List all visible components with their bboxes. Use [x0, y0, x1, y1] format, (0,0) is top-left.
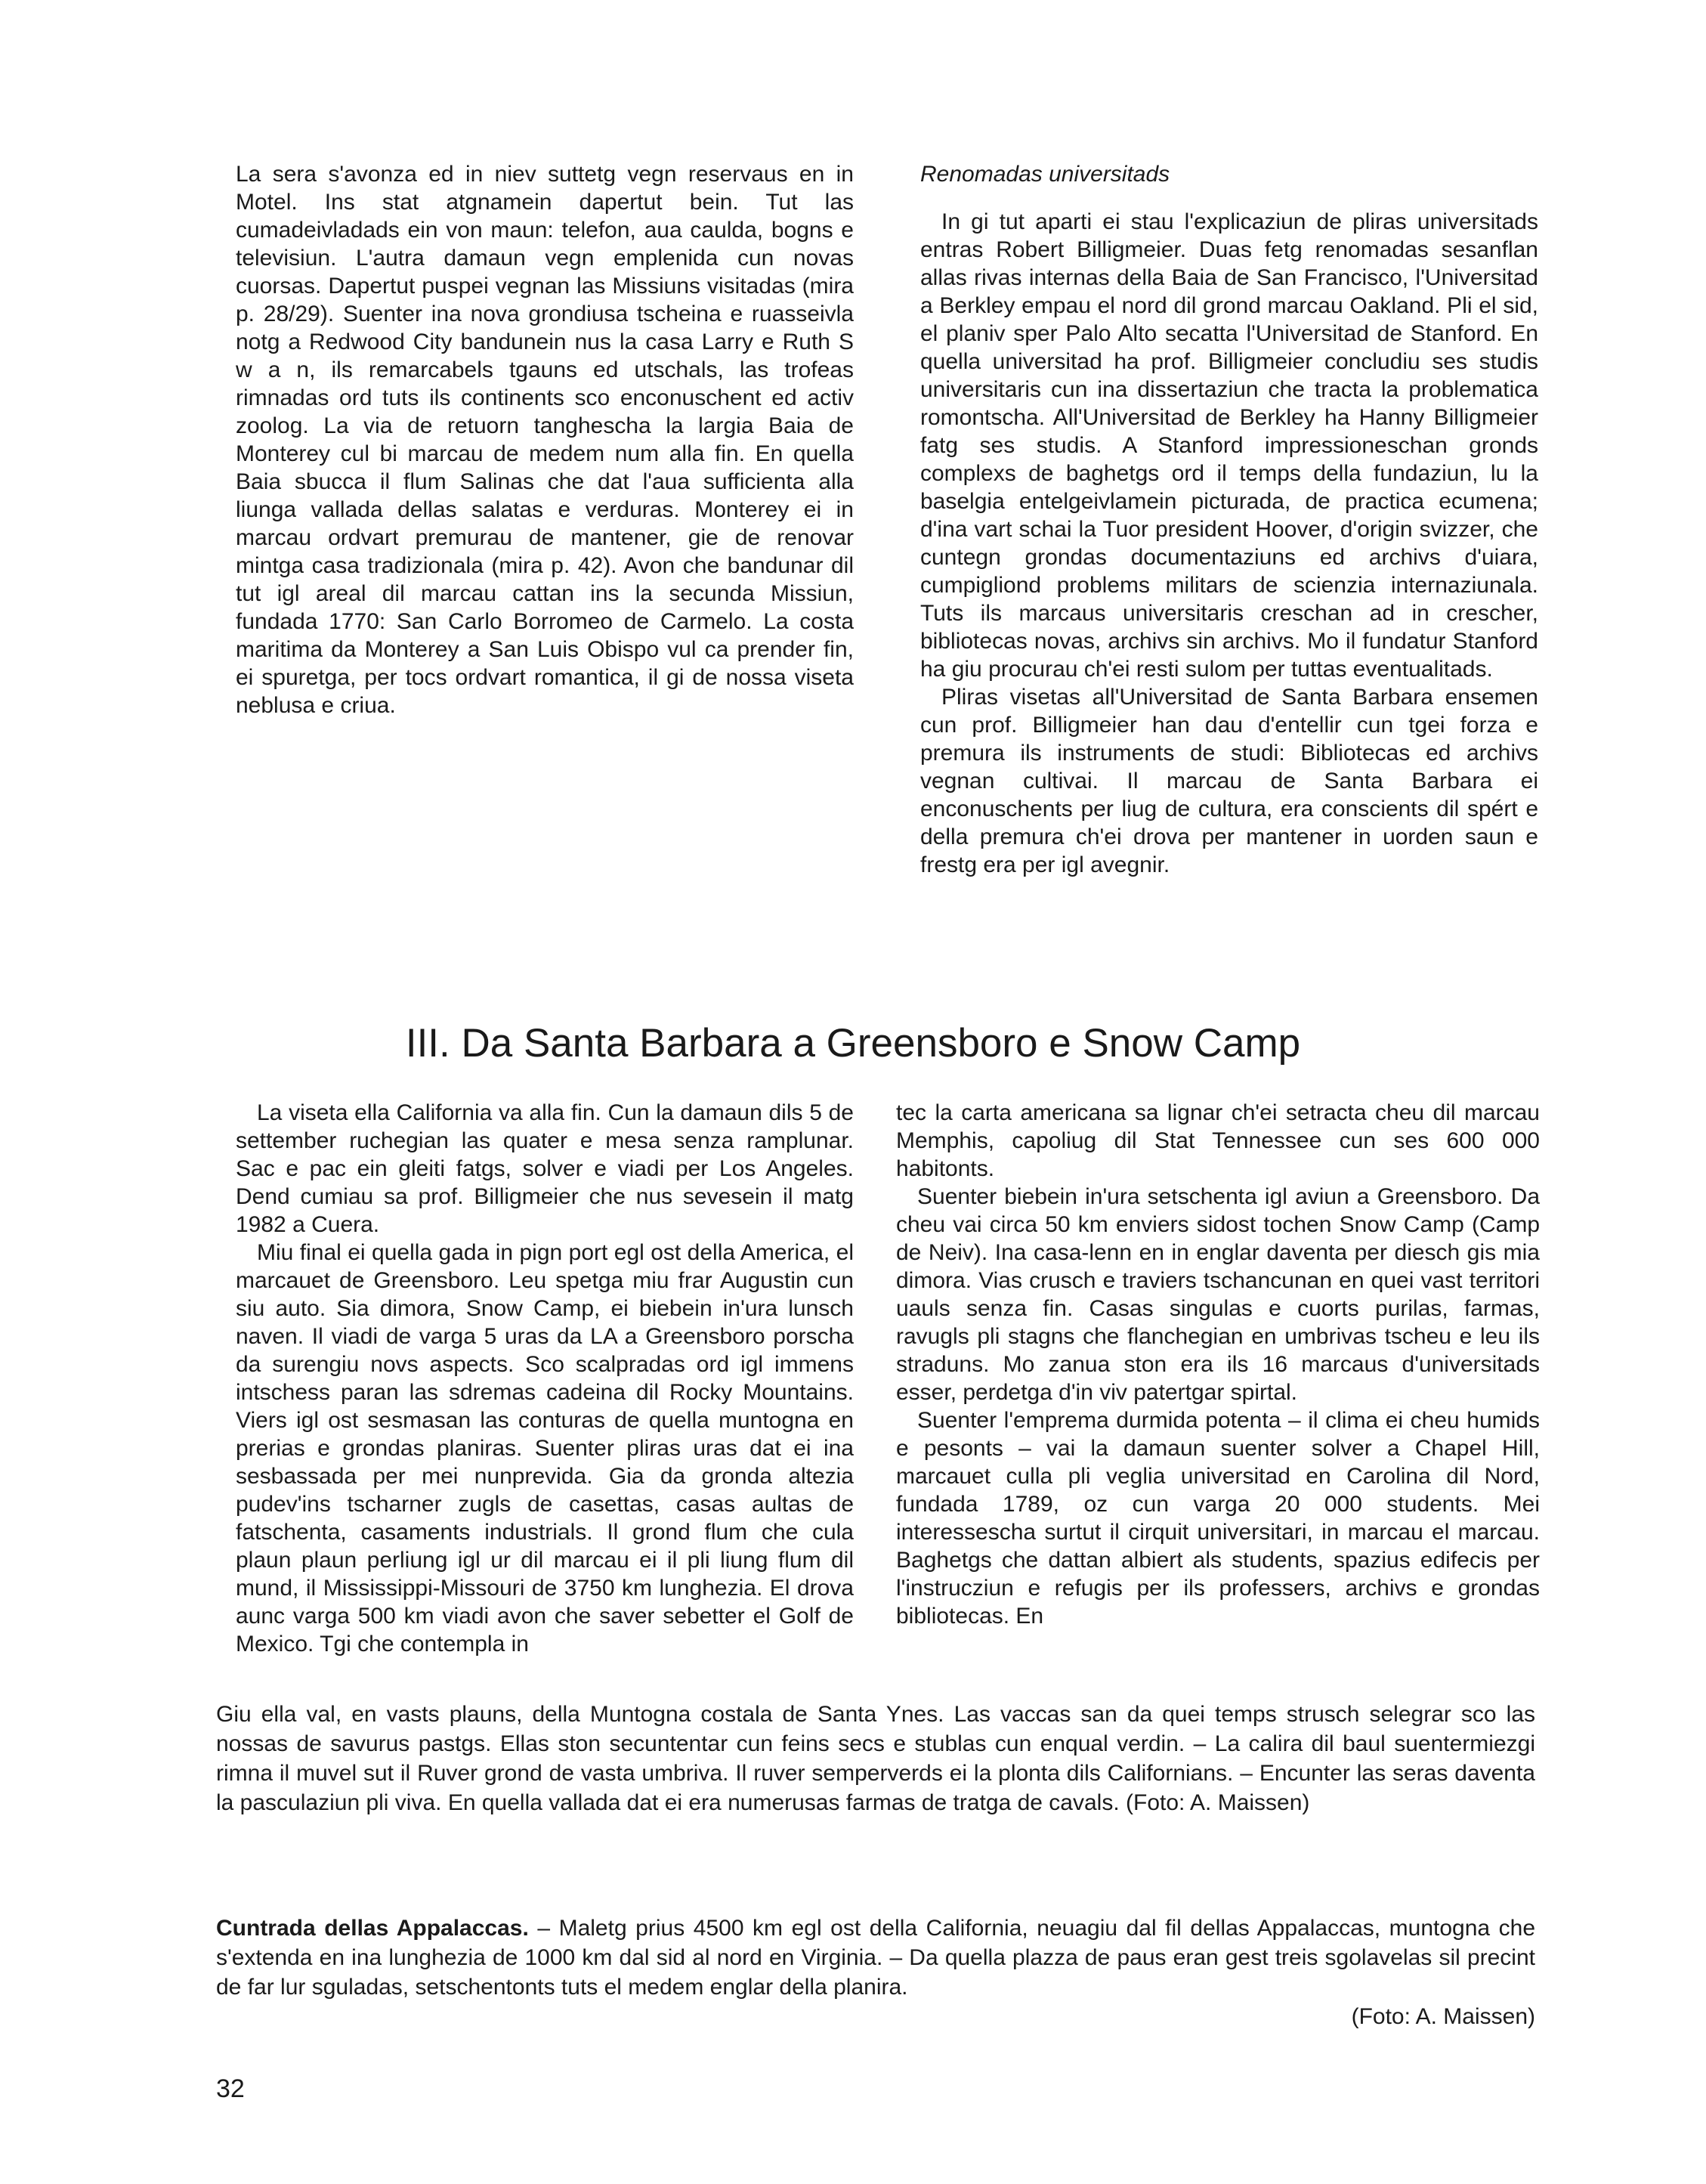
- photo-caption: [216, 1913, 1535, 2031]
- caption-text: – Maletg prius 4500 km egl ost della California, neuagiu dal fil dellas Appalaccas, muntogna che s'extenda en ina lunghezia de 1000 km dal sid al nord en Virginia. – Da quella plazza de paus eran gest treis sgolavelas sil precint de far lur sguladas, setschentonts tuts el medem englar della planira.: [216, 1916, 1536, 2000]
- top-right-column: [920, 160, 1538, 879]
- page-number: 32: [216, 2074, 245, 2103]
- bottom-left-column: [236, 1099, 854, 1658]
- photo-caption: Giu ella val, en vasts plauns, della Muntogna costala de Santa Ynes. Las vaccas san da quei temps strusch selegrar sco las nossas de savurus pastgs. Ellas ston secuntentar cun feins secs e stublas cun enqual verdin. – La calira dil baul suentermiezgi rimna il muvel sut il Ruver grond de vasta umbriva. Il ruver semperverds ei la plonta dils Californians. – Encunter las seras daventa la pasculaziun pli viva. En quella vallada dat ei era numerusas farmas de tratga de cavals. (Foto: A. Maissen): [216, 1702, 1535, 1815]
- section-subheading: Renomadas universitads: [920, 162, 1170, 187]
- caption-lead: Cuntrada dellas Appalaccas.: [216, 1916, 529, 1941]
- body-paragraph: La sera s'avonza ed in niev suttetg vegn reservaus en in Motel. Ins stat atgnamein dapertut bein. Tut las cumadeivladads ein von maun: telefon, aua caulda, bogns e televisiun. L'autra damaun vegn emplenida cun novas cuorsas. Dapertut puspei vegnan las Missiuns visitadas (mira p. 28/29). Suenter ina nova grondiusa tscheina e ruasseivla notg a Redwood City bandunein nus la casa Larry e Ruth S w a n, ils remarcabels tgauns ed utschals, las trofeas rimnadas ord tuts ils continents sco enconuschent ed activ zoolog. La via de retuorn tanghescha la largia Baia de Monterey cul bi marcau de medem num alla fin. En quella Baia sbucca il flum Salinas che dat l'aua sufficienta alla liunga vallada dellas salatas e verduras. Monterey ei in marcau ordvart premurau de mantener, gie de renovar mintga casa tradizionala (mira p. 42). Avon che bandunar dil tut igl areal dil marcau cattan ins la secunda Missiun, fundada 1770: San Carlo Borromeo de Carmelo. La costa maritima da Monterey a San Luis Obispo vul ca prender fin, ei spuretga, per tocs ordvart romantica, il gi de nossa viseta neblusa e criua.: [236, 162, 854, 718]
- bottom-right-column: [896, 1099, 1540, 1630]
- photo-credit: (Foto: A. Maissen): [1351, 2004, 1535, 2029]
- body-paragraph: tec la carta americana sa lignar ch'ei setracta cheu dil marcau Memphis, capoliug dil Stat Tennessee cun ses 600 000 habitonts.: [896, 1100, 1540, 1181]
- chapter-title: III. Da Santa Barbara a Greensboro e Snow Camp: [405, 1020, 1301, 1066]
- body-paragraph: Suenter l'emprema durmida potenta – il clima ei cheu humids e pesonts – vai la damaun suenter solver a Chapel Hill, marcauet culla pli veglia universitad en Carolina dil Nord, fundada 1789, oz cun varga 20 000 students. Mei interesseschа surtut il cirquit universitari, in marcau el marcau. Baghetgs che dattan albiert als students, spazius edifecis per l'instrucziun e refugis per ils professers, archivs e grondas bibliotecas. En: [896, 1408, 1540, 1629]
- body-paragraph: La viseta ella California va alla fin. Cun la damaun dils 5 de settember ruchegian las quater e mesa senza ramplunar. Sac e pac ein gleiti fatgs, solver e viadi per Los Angeles. Dend cumiau sa prof. Billigmeier che nus sevesein il matg 1982 a Cuera.: [236, 1100, 854, 1237]
- body-paragraph: Pliras visetas all'Universitad de Santa Barbara ensemen cun prof. Billigmeier han dau d'entellir cun tgei forza e premura ils instruments de studi: Bibliotecas ed archivs vegnan cultivai. Il marcau de Santa Barbara ei enconuschents per liug de cultura, era conscients dil spért e della premura ch'ei drova per mantener in uorden saun e frestg era per igl avegnir.: [920, 685, 1538, 877]
- body-paragraph: In gi tut aparti ei stau l'explicaziun de pliras universitads entras Robert Billigmeier. Duas fetg renomadas sesanflan allas rivas internas della Baia de San Francisco, l'Universitad a Berkley empau el nord dil grond marcau Oakland. Pli el sid, el planiv sper Palo Alto secatta l'Universitad de Stanford. En quella universitad ha prof. Billigmeier concludiu ses studis universitaris cun ina dissertaziun che tracta la problematica romontscha. All'Universitad de Berkley ha Hanny Billigmeier fatg ses studis. A Stanford impressioneschan gronds complexs de baghetgs ord il temps della fundaziun, lu la baselgia entelgeivlamein picturada, de practica ecumena; d'ina vart schai la Tuor president Hoover, d'origin svizzer, che cuntegn grondas documentaziuns ed archivs d'uiara, cumpigliond problems militars de scienzia internaziunala. Tuts ils marcaus universitaris creschan ad in crescher, bibliotecas novas, archivs sin archivs. Mo il fundatur Stanford ha giu procurau ch'ei resti sulom per tuttas eventualitads.: [920, 209, 1538, 682]
- body-paragraph: Miu final ei quella gada in pign port egl ost della America, el marcauet de Greensboro. Leu spetga miu frar Augustin cun siu auto. Sia dimora, Snow Camp, ei biebein in'ura lunsch naven. Il viadi de varga 5 uras da LA a Greensboro porscha da surengiu novs aspects. Sco scalpradas ord igl immens intschess paran las sdremas cadeina dil Rocky Mountains. Viers igl ost sesmasan las conturas de quella muntogna en prerias e grondas planiras. Suenter pliras uras dat ei ina sesbassada per mei nunprevida. Gia da gronda altezia pudev'ins tscharner zugls de casettas, casas aultas de fatschenta, casaments industrials. Il grond flum che cula plaun plaun perliung igl ur dil marcau ei il pli liung flum dil mund, il Mississippi-Missouri de 3750 km lunghezia. El drova aunc varga 500 km viadi avon che saver sebetter el Golf de Mexico. Tgi che contempla in: [236, 1240, 854, 1657]
- top-left-column: [236, 160, 854, 719]
- body-paragraph: Suenter biebein in'ura setschenta igl aviun a Greensboro. Da cheu vai circa 50 km enviers sidost tochen Snow Camp (Camp de Neiv). Ina casa-lenn en in englar daventa per diesch gis mia dimora. Vias crusch e traviers tschancunan en quei vast territori uauls senza fin. Casas singulas e cuorts purilas, farmas, ravugls pli stagns che flanchegian en umbrivas tscheu e leu ils straduns. Mo zanua ston era ils 16 marcaus d'universitads esser, perdetga d'in viv patertgar spirtal.: [896, 1184, 1540, 1405]
